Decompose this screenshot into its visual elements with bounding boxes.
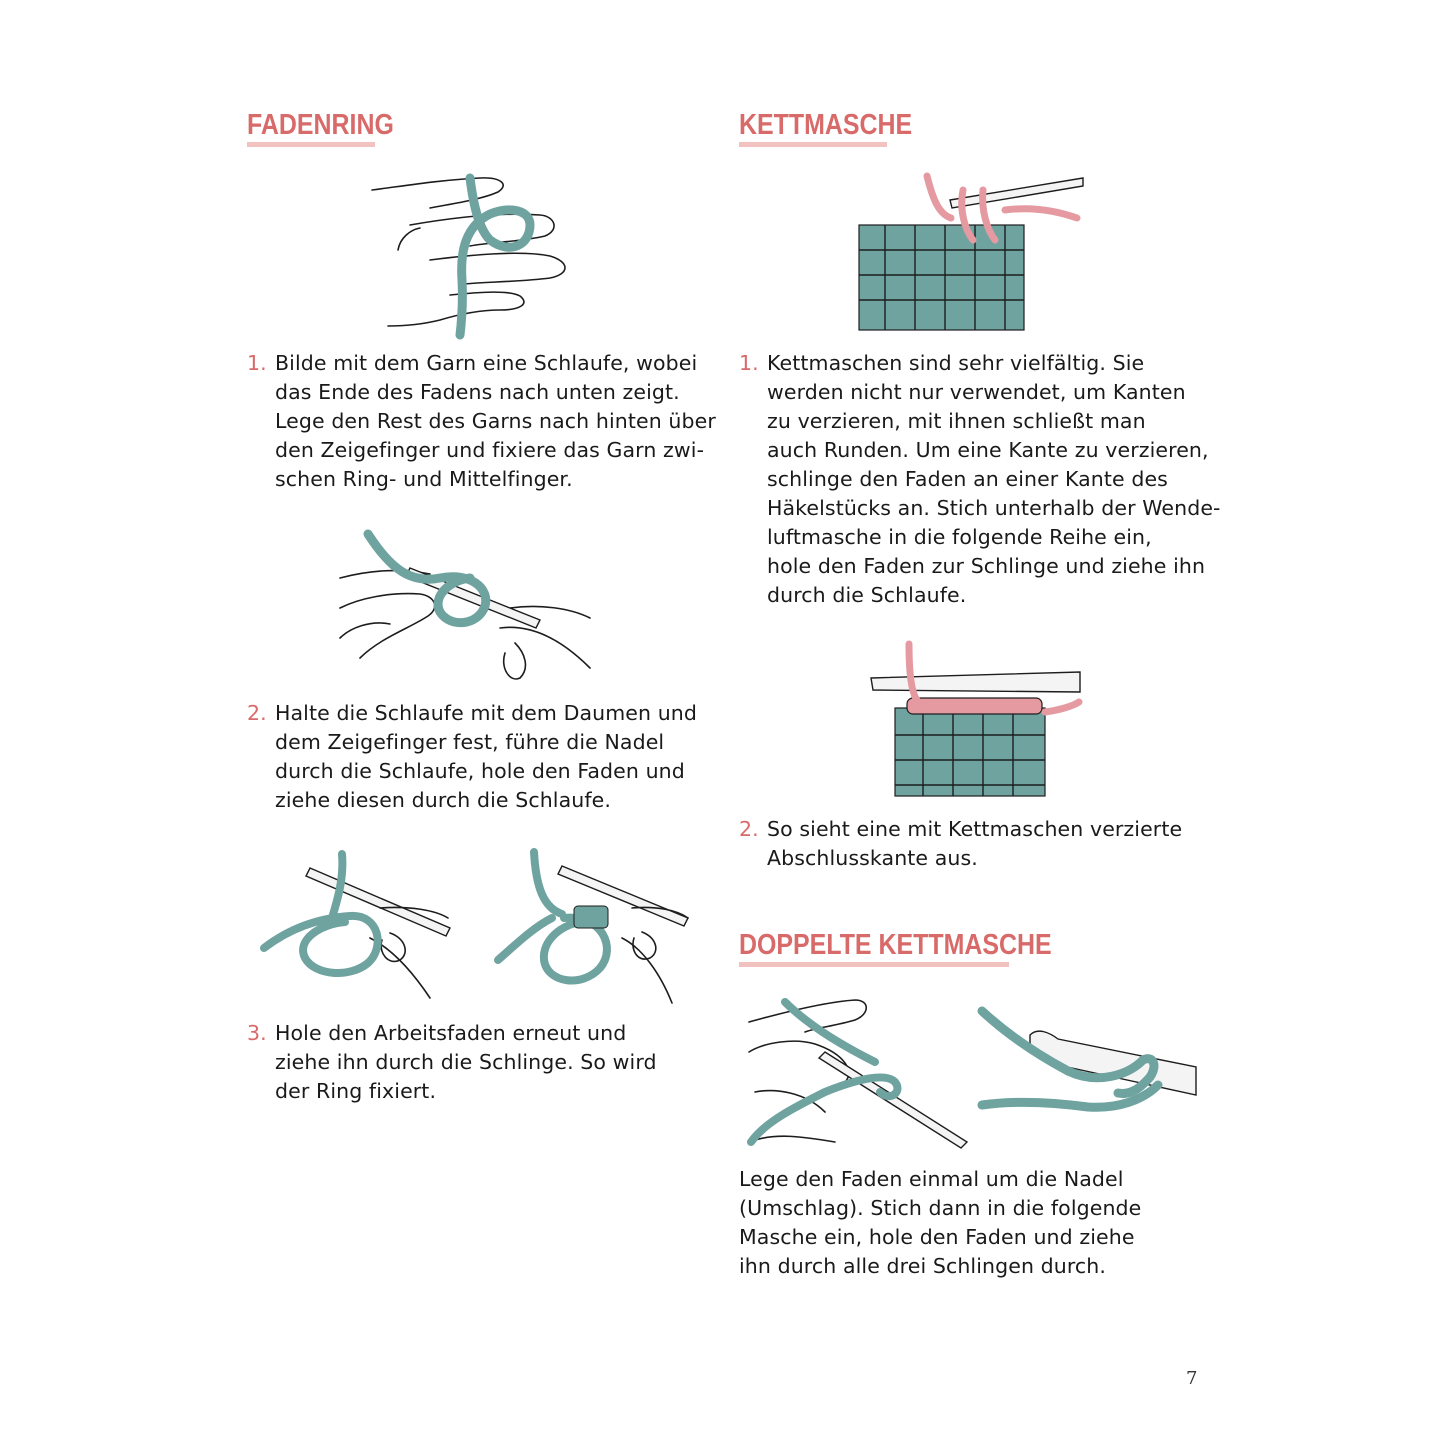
text-line: So sieht eine mit Kettmaschen verzierte bbox=[767, 817, 1183, 841]
step-text bbox=[767, 815, 1182, 873]
double-slip-chain-illustration bbox=[978, 1005, 1200, 1130]
step-text bbox=[275, 1019, 657, 1106]
text-line: Lege den Rest des Garns nach hinten über bbox=[275, 409, 716, 433]
step-text bbox=[275, 699, 697, 815]
text-line: zu verzieren, mit ihnen schließt man bbox=[767, 409, 1146, 433]
page-number: 7 bbox=[1186, 1368, 1198, 1389]
heading-underline bbox=[739, 962, 1009, 967]
text-line: schlinge den Faden an einer Kante des bbox=[767, 467, 1168, 491]
text-line: Lege den Faden einmal um die Nadel bbox=[739, 1167, 1124, 1191]
text-line: Häkelstücks an. Stich unterhalb der Wende- bbox=[767, 496, 1221, 520]
text-line: schen Ring- und Mittelfinger. bbox=[275, 467, 573, 491]
double-slip-hand-illustration bbox=[745, 992, 970, 1147]
text-line: Hole den Arbeitsfaden erneut und bbox=[275, 1021, 627, 1045]
heading-underline bbox=[247, 142, 375, 147]
heading-kettmasche: KETTMASCHE bbox=[739, 109, 913, 141]
text-line: ziehe diesen durch die Schlaufe. bbox=[275, 788, 611, 812]
text-line: Abschlusskante aus. bbox=[767, 846, 978, 870]
slip-stitch-fabric-illustration bbox=[855, 170, 1085, 335]
step-number: 1. bbox=[739, 351, 759, 375]
step-number: 2. bbox=[247, 701, 267, 725]
text-line: durch die Schlaufe. bbox=[767, 583, 967, 607]
step-1-fadenring bbox=[247, 349, 717, 499]
text-line: auch Runden. Um eine Kante zu verzieren, bbox=[767, 438, 1209, 462]
step-2-kettmasche bbox=[739, 815, 1209, 875]
text-line: ihn durch alle drei Schlingen durch. bbox=[739, 1254, 1107, 1278]
text-line: werden nicht nur verwendet, um Kanten bbox=[767, 380, 1186, 404]
text-line: Halte die Schlaufe mit dem Daumen und bbox=[275, 701, 698, 725]
hook-through-loop-illustration bbox=[340, 528, 595, 683]
step-2-fadenring bbox=[247, 699, 717, 819]
text-line: (Umschlag). Stich dann in die folgende bbox=[739, 1196, 1142, 1220]
step-number: 2. bbox=[739, 817, 759, 841]
text-line: den Zeigefinger und fixiere das Garn zwi- bbox=[275, 438, 705, 462]
text-line: der Ring fixiert. bbox=[275, 1079, 437, 1103]
text-line: Kettmaschen sind sehr vielfältig. Sie bbox=[767, 351, 1145, 375]
slip-stitch-edge-illustration bbox=[865, 640, 1085, 800]
ring-fixing-illustration bbox=[260, 848, 455, 1008]
text-line: luftmasche in die folgende Reihe ein, bbox=[767, 525, 1152, 549]
text-line: Bilde mit dem Garn eine Schlaufe, wobei bbox=[275, 351, 698, 375]
text-line: Masche ein, hole den Faden und ziehe bbox=[739, 1225, 1135, 1249]
step-1-kettmasche bbox=[739, 349, 1221, 619]
step-3-fadenring bbox=[247, 1019, 717, 1114]
ring-stitches-illustration bbox=[492, 848, 692, 1008]
heading-doppelte-kettmasche: DOPPELTE KETTMASCHE bbox=[739, 929, 1052, 961]
text-line: durch die Schlaufe, hole den Faden und bbox=[275, 759, 685, 783]
step-text bbox=[275, 349, 716, 494]
doppelte-kettmasche-text bbox=[739, 1165, 1209, 1285]
text-line: dem Zeigefinger fest, führe die Nadel bbox=[275, 730, 665, 754]
step-number: 3. bbox=[247, 1021, 267, 1045]
text-line: das Ende des Fadens nach unten zeigt. bbox=[275, 380, 680, 404]
text-line: hole den Faden zur Schlinge und ziehe ihn bbox=[767, 554, 1206, 578]
text-line: ziehe ihn durch die Schlinge. So wird bbox=[275, 1050, 657, 1074]
step-number: 1. bbox=[247, 351, 267, 375]
heading-underline bbox=[739, 142, 887, 147]
step-text bbox=[767, 349, 1221, 610]
heading-fadenring: FADENRING bbox=[247, 109, 394, 141]
hand-loop-illustration bbox=[370, 170, 580, 335]
